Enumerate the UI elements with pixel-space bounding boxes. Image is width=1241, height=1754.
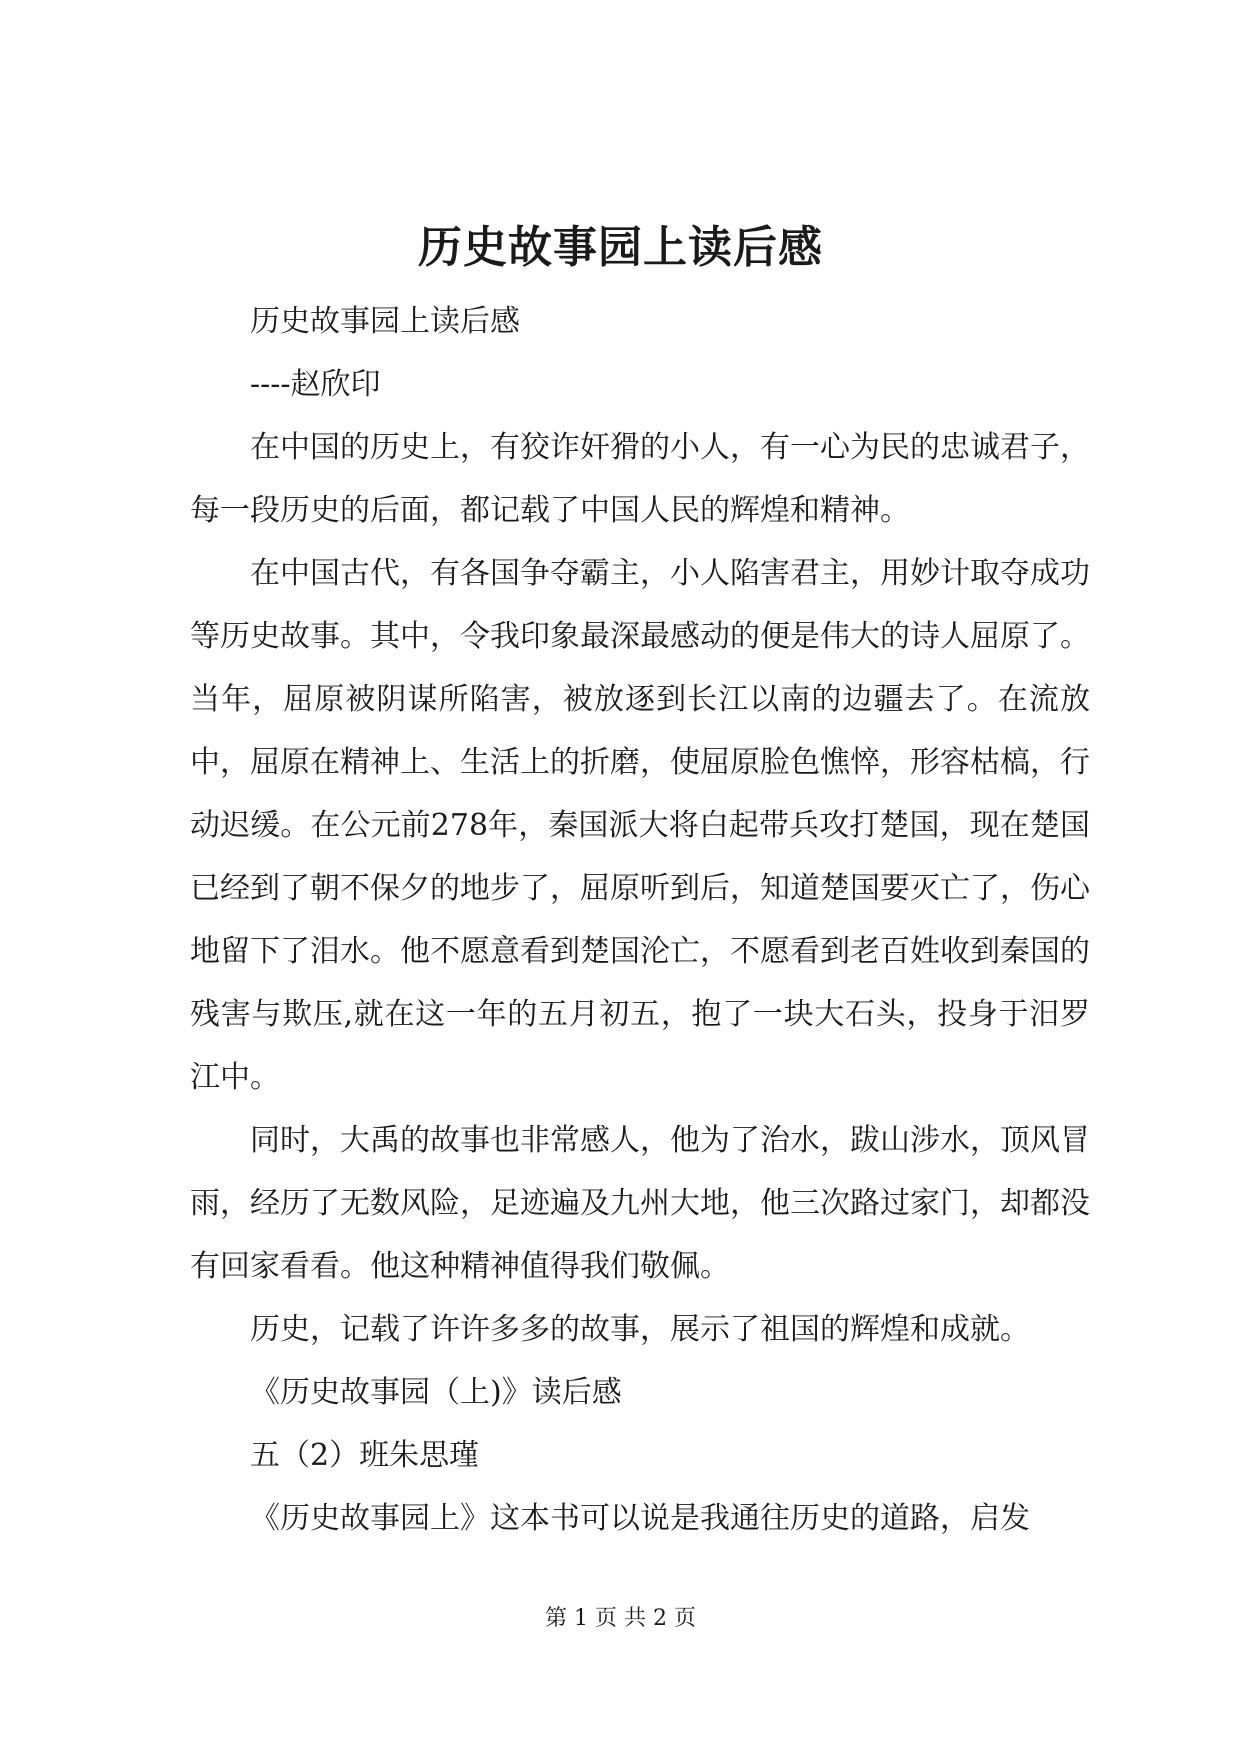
page-footer: 第 1 页 共 2 页 [545,1606,696,1631]
document-body [190,290,1090,1550]
paragraph-second-author: 五（2）班朱思瑾 [250,1438,480,1473]
document-title: 历史故事园上读后感 [418,222,823,273]
paragraph-second-title: 《历史故事园（上)》读后感 [250,1375,622,1410]
paragraph-second-body: 《历史故事园上》这本书可以说是我通往历史的道路，启发 [250,1501,1030,1536]
paragraph-quyuan-story: 在中国古代，有各国争夺霸主，小人陷害君主，用妙计取夺成功等历史故事。其中，令我印象最深最感动的便是伟大的诗人屈原了。当年，屈原被阴谋所陷害，被放逐到长江以南的边疆去了。在流放中，屈原在精神上、生活上的折磨，使屈原脸色憔悴，形容枯槁，行动迟缓。在公元前278年，秦国派大将白起带兵攻打楚国，现在楚国已经到了朝不保夕的地步了，屈原听到后，知道楚国要灭亡了，伤心地留下了泪水。他不愿意看到楚国沦亡，不愿看到老百姓收到秦国的残害与欺压,就在这一年的五月初五，抱了一块大石头，投身于汨罗江中。 [190,556,1090,1095]
paragraph-dayu-story: 同时，大禹的故事也非常感人，他为了治水，跋山涉水，顶风冒雨，经历了无数风险，足迹遍及九州大地，他三次路过家门，却都没有回家看看。他这种精神值得我们敬佩。 [190,1123,1090,1284]
paragraph-author: ----赵欣印 [250,367,381,402]
paragraph-intro: 在中国的历史上，有狡诈奸猾的小人，有一心为民的忠诚君子，每一段历史的后面，都记载了中国人民的辉煌和精神。 [190,430,1090,528]
paragraph-subtitle: 历史故事园上读后感 [250,304,520,339]
paragraph-conclusion: 历史，记载了许许多多的故事，展示了祖国的辉煌和成就。 [250,1312,1030,1347]
